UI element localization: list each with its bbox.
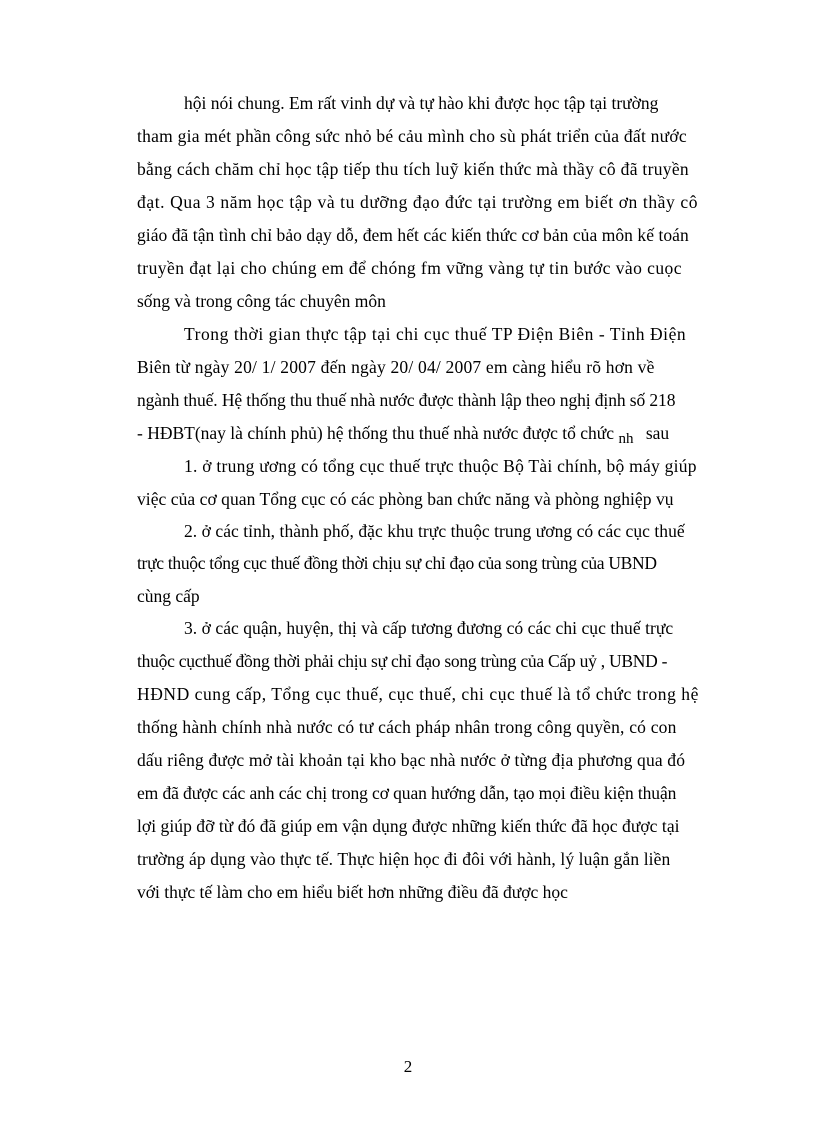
text-line: trường áp dụng vào thực tế. Thực hiện học đi đôi với hành, lý luận gắn liền — [137, 849, 671, 869]
text-line — [184, 92, 736, 114]
text-line: thuộc cụcthuế đồng thời phải chịu sự chỉ đạo song trùng của Cấp uỷ , UBND - — [137, 651, 668, 671]
page-number: 2 — [403, 1057, 413, 1076]
text-line: sống và trong công tác chuyên môn — [137, 291, 386, 311]
text-line: việc của cơ quan Tổng cục có các phòng ban chức năng và phòng nghiệp vụ — [137, 489, 674, 509]
text-line: Biên từ ngày 20/ 1/ 2007 đến ngày 20/ 04/ 2007 em càng hiểu rõ hơn về — [137, 357, 655, 377]
text-line: thống hành chính nhà nước có tư cách pháp nhân trong công quyền, có con — [137, 717, 677, 737]
text-line: 3. ở các quận, huyện, thị và cấp tương đương có các chi cục thuế trực — [184, 618, 674, 638]
text-line: lợi giúp đỡ từ đó đã giúp em vận dụng được những kiến thức đã học được tại — [137, 816, 680, 836]
text-line — [137, 422, 669, 446]
text-line: 1. ở trung ương có tổng cục thuế trực thuộc Bộ Tài chính, bộ máy giúp — [184, 456, 697, 476]
text-line: em đã được các anh các chị trong cơ quan hướng dẫn, tạo mọi điều kiện thuận — [137, 783, 677, 803]
text-line: giáo đã tận tình chỉ bảo dạy dỗ, đem hết các kiến thức cơ bản của môn kế toán — [137, 225, 689, 245]
text-word: sau — [645, 423, 670, 443]
text-line-content: - HĐBT(nay là chính phủ) hệ thống thu thuế nhà nước được tổ chức — [137, 423, 615, 443]
text-line: 2. ở các tỉnh, thành phố, đặc khu trực thuộc trung ương có các cục thuế — [184, 521, 685, 541]
text-line: HĐND cung cấp, Tổng cục thuế, cục thuế, chi cục thuế là tổ chức trong hệ — [137, 684, 699, 704]
text-line: Trong thời gian thực tập tại chi cục thuế TP Điện Biên - Tỉnh Điện — [184, 324, 687, 344]
text-line: bằng cách chăm chỉ học tập tiếp thu tích luỹ kiến thức mà thầy cô đã truyền — [137, 159, 689, 179]
text-line: trực thuộc tổng cục thuế đồng thời chịu sự chỉ đạo của song trùng của UBND — [137, 553, 657, 573]
text-line: ngành thuế. Hệ thống thu thuế nhà nước được thành lập theo nghị định số 218 — [137, 390, 676, 410]
text-line: với thực tế làm cho em hiểu biết hơn những điều đã được học — [137, 882, 568, 902]
text-line: cùng cấp — [137, 586, 200, 606]
text-line-justified — [184, 92, 736, 114]
subscript-text: nh — [618, 431, 634, 447]
text-line-content: hội nói chung. Em rất vinh dự và tự hào khi được học tập tại trường — [184, 93, 659, 113]
text-line: đạt. Qua 3 năm học tập và tu dưỡng đạo đức tại trường em biết ơn thầy cô — [137, 192, 699, 212]
text-line: truyền đạt lại cho chúng em để chóng fm vững vàng tự tin bước vào cuọc — [137, 258, 682, 278]
text-line: dấu riêng được mở tài khoản tại kho bạc nhà nước ở từng địa phương qua đó — [137, 750, 686, 770]
text-line: tham gia mét phần công sức nhỏ bé cảu mình cho sù phát triển của đất nước — [137, 126, 687, 146]
